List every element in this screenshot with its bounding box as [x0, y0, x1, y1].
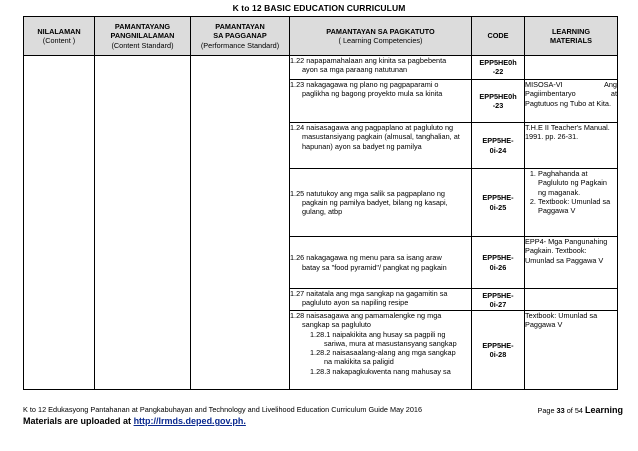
- footer-materials-line: Materials are uploaded at http://lrmds.deped.gov.ph.: [23, 416, 246, 426]
- header-learning-materials: LEARNING MATERIALS: [525, 17, 618, 56]
- header-nilalaman: NILALAMAN (Content ): [24, 17, 95, 56]
- header-content-standard: PAMANTAYANG PANGNILALAMAN (Content Standard): [95, 17, 191, 56]
- sub-competency: 1.28.2 naisasaalang-alang ang mga sangkap na makikita sa paligid: [310, 348, 456, 367]
- list-item: 1. Paghahanda at Pagluluto ng Pagkain ng maganak.: [538, 169, 617, 197]
- page-title: K to 12 BASIC EDUCATION CURRICULUM: [232, 3, 406, 13]
- code-cell: EPP5HE- 0i-28: [472, 311, 525, 390]
- code-cell: EPP5HE- 0i-24: [472, 123, 525, 169]
- materials-cell: MISOSA-VI Ang Pagiimbentaryo at Pagtutuos ng Tubo at Kita.: [525, 80, 618, 123]
- code-cell: EPP5HE0h -22: [472, 56, 525, 80]
- competency-cell: 1.22 napapamahalaan ang kinita sa pagbebenta ayon sa mga paraang natutunan: [290, 56, 472, 80]
- materials-cell: [525, 169, 618, 237]
- table-row: [24, 56, 618, 80]
- lrmds-link[interactable]: http://lrmds.deped.gov.ph.: [133, 416, 246, 426]
- code-cell: EPP5HE- 0i-27: [472, 289, 525, 311]
- materials-cell: EPP4- Mga Pangunahing Pagkain. Textbook: Umunlad sa Paggawa V: [525, 237, 618, 289]
- table-header-row: [24, 17, 618, 56]
- competency-cell: 1.24 naisasagawa ang pagpaplano at pagluluto ng masustansiyang pagkain (almusal, tanghalian, at hapunan) ayon sa badyet ng pamilya: [290, 123, 472, 169]
- competency-cell: 1.23 nakagagawa ng plano ng pagpaparami o paglikha ng bagong proyekto mula sa kinita: [290, 80, 472, 123]
- content-cell: [24, 56, 95, 390]
- materials-cell: Textbook: Umunlad sa Paggawa V: [525, 311, 618, 390]
- footer-line: [23, 405, 623, 414]
- code-cell: EPP5HE- 0i-25: [472, 169, 525, 237]
- header-code: CODE: [472, 17, 525, 56]
- content-standard-cell: [95, 56, 191, 390]
- footer-text: K to 12 Edukasyong Pantahanan at Pangkabuhayan and Technology and Livelihood Education Curriculum Guide May 2016: [23, 405, 423, 414]
- competency-cell: 1.25 natutukoy ang mga salik sa pagpaplano ng pagkain ng pamilya badyet, bilang ng kasapi, gulang, atbp: [290, 169, 472, 237]
- materials-cell: [525, 56, 618, 80]
- competency-cell: 1.28 naisasagawa ang pamamalengke ng mga sangkap sa pagluluto 1.28.1 naipakikita ang husay sa pagpili ng sariwa, mura at masustansyang sangkap 1.28.2 naisasaalang-alang ang mga sangkap na makikita sa paligid 1.28.3 nakapagkukwenta nang mahusay sa: [290, 311, 472, 390]
- code-cell: EPP5HE- 0i-26: [472, 237, 525, 289]
- competency-cell: 1.27 naitatala ang mga sangkap na gagamitin sa pagluluto ayon sa napiling resipe: [290, 289, 472, 311]
- materials-cell: [525, 289, 618, 311]
- materials-cell: T.H.E II Teacher's Manual. 1991. pp. 26-31.: [525, 123, 618, 169]
- header-learning-competencies: PAMANTAYAN SA PAGKATUTO ( Learning Competencies): [290, 17, 472, 56]
- performance-standard-cell: [191, 56, 290, 390]
- competency-cell: 1.26 nakagagawa ng menu para sa isang araw batay sa "food pyramid"/ pangkat ng pagkain: [290, 237, 472, 289]
- curriculum-table: [23, 16, 618, 390]
- sub-competency: 1.28.3 nakapagkukwenta nang mahusay sa: [310, 366, 451, 376]
- code-cell: EPP5HE0h -23: [472, 80, 525, 123]
- list-item: 2. Textbook: Umunlad sa Paggawa V: [538, 197, 617, 216]
- sub-competency: 1.28.1 naipakikita ang husay sa pagpili ng sariwa, mura at masustansyang sangkap: [310, 329, 457, 348]
- header-performance-standard: PAMANTAYAN SA PAGGANAP (Performance Standard): [191, 17, 290, 56]
- page-number: Page 33 of 54 Learning: [537, 405, 623, 415]
